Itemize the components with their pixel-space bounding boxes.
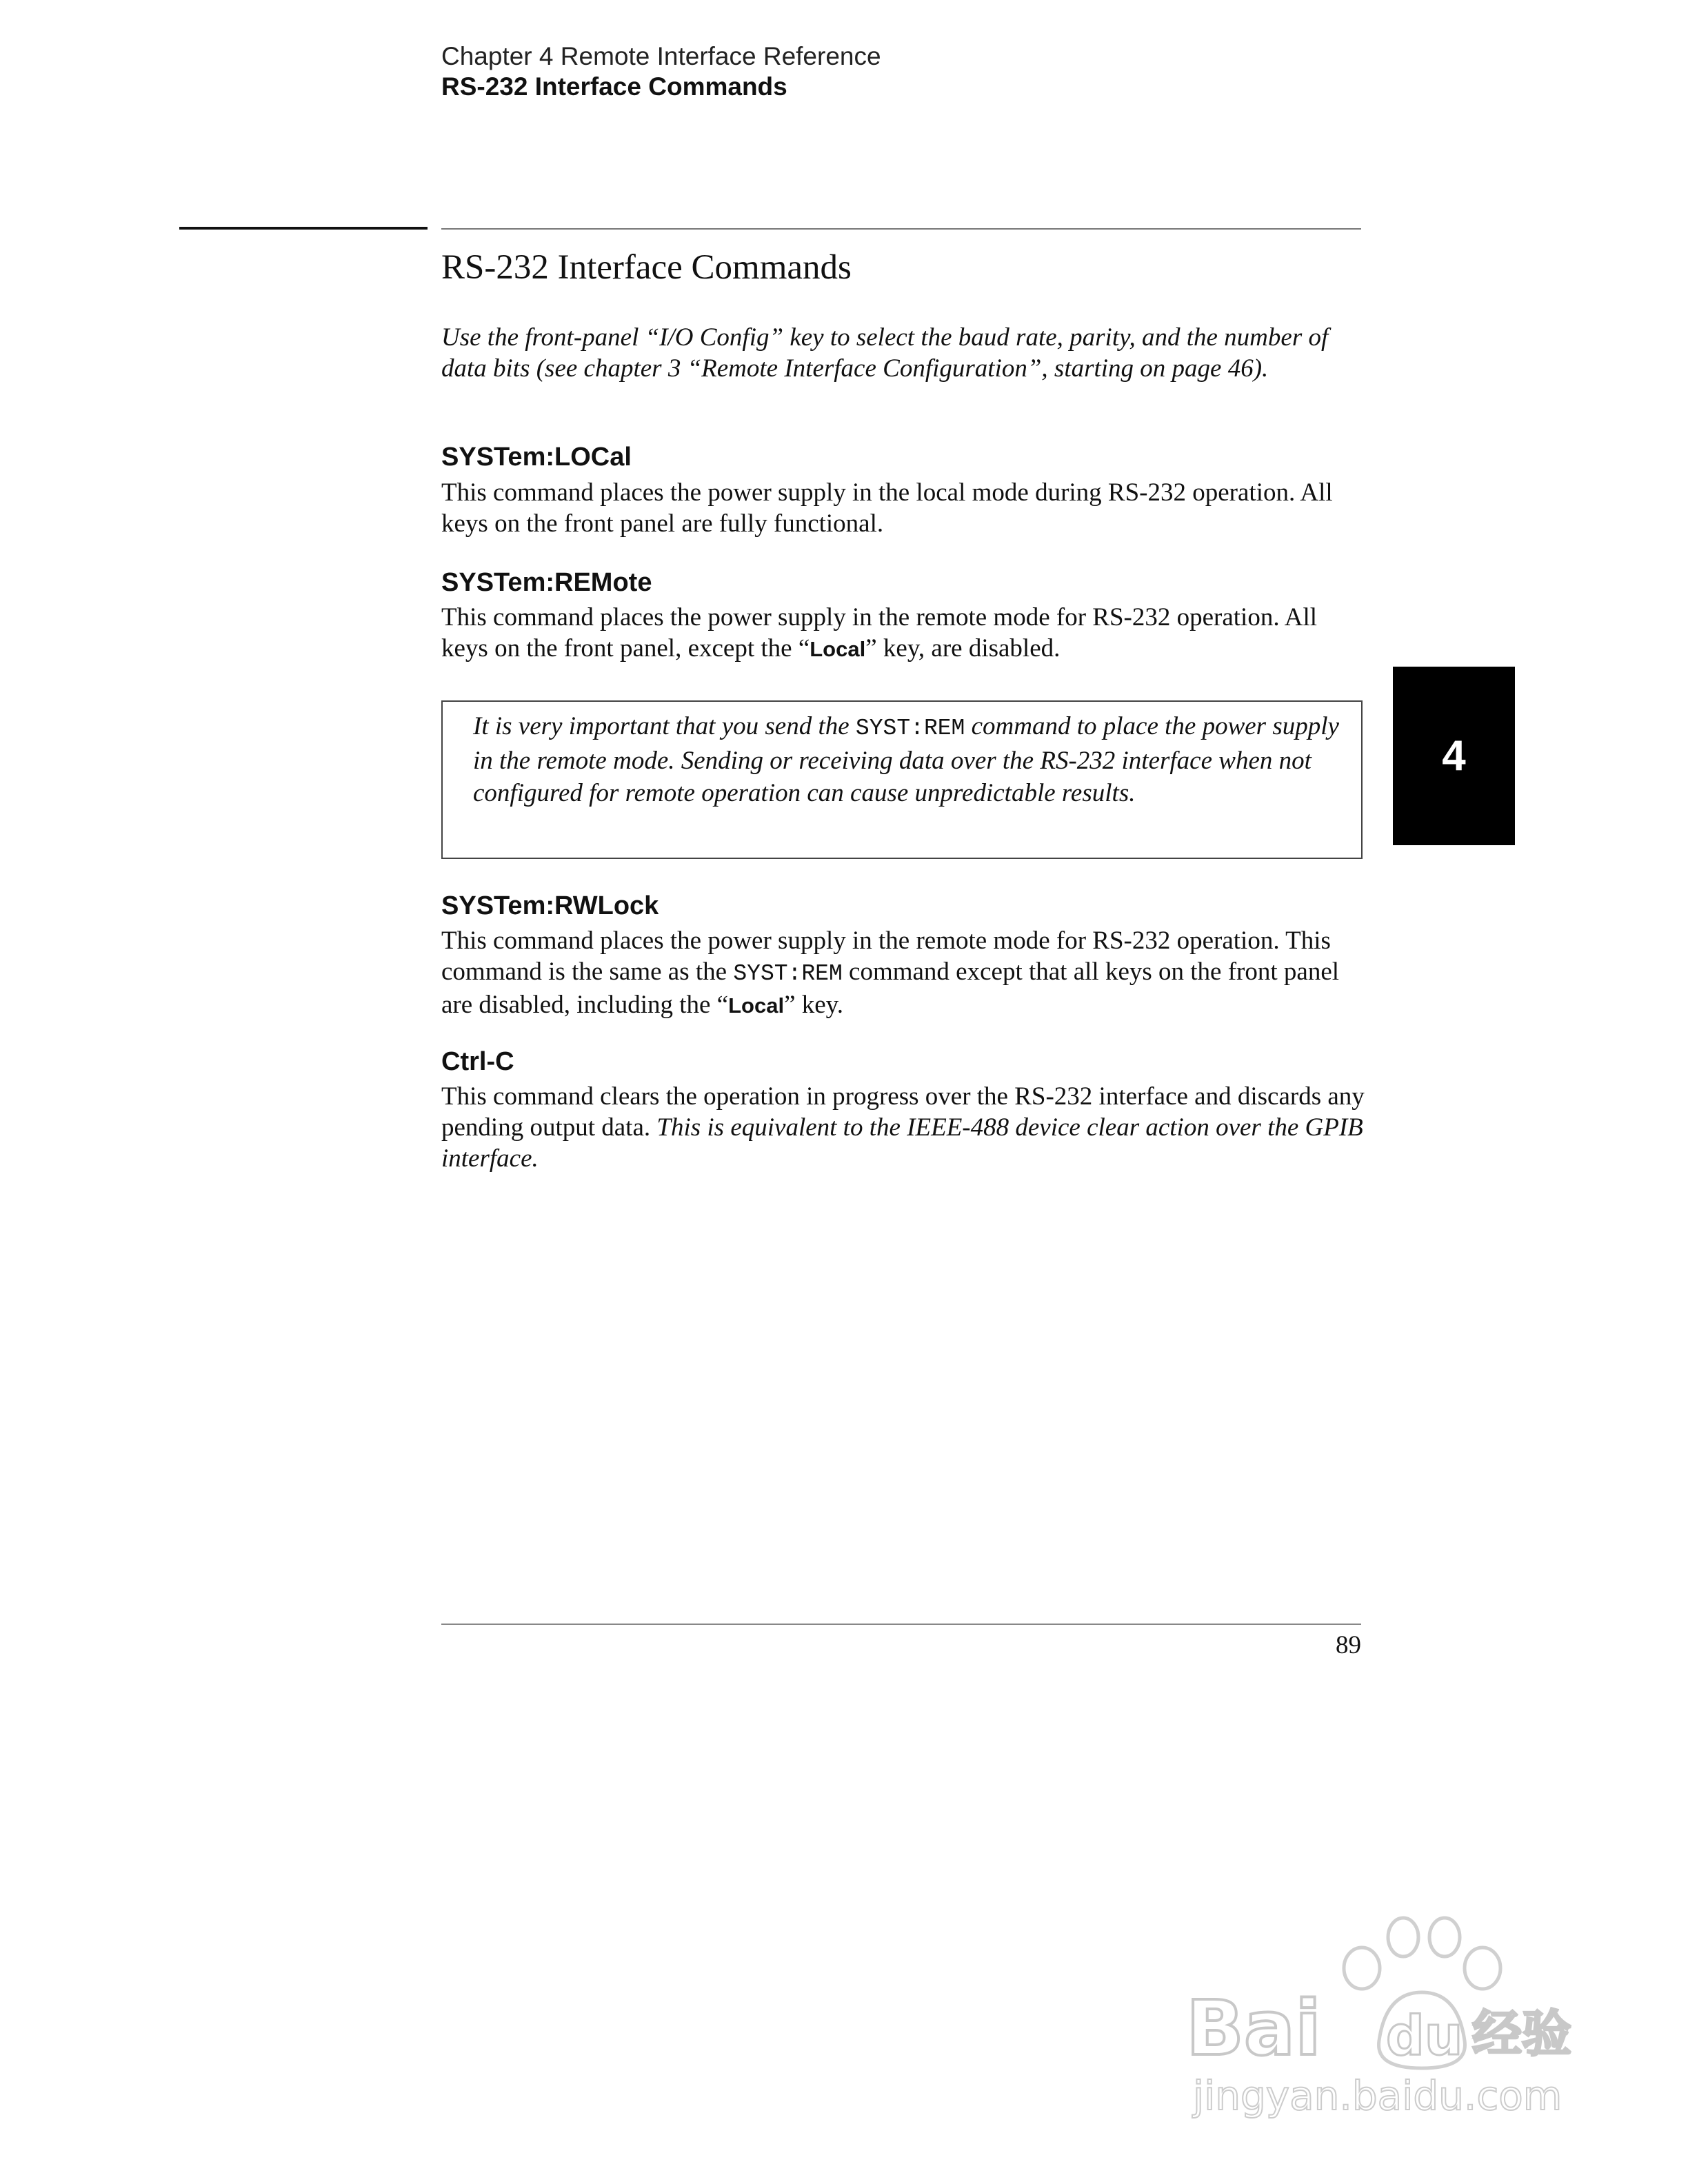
note-text xyxy=(473,710,1356,809)
svg-text:Bai: Bai xyxy=(1186,1984,1321,2072)
running-header-chapter: Chapter 4 Remote Interface Reference xyxy=(441,42,881,70)
page-number: 89 xyxy=(1336,1631,1361,1659)
svg-text:du: du xyxy=(1386,2005,1463,2067)
rwlock-desc-part2: command except that all keys on the front panel are disabled, including the “ xyxy=(441,958,1340,1019)
local-key-name: Local xyxy=(810,637,866,661)
command-description-local: This command places the power supply in the local mode during RS-232 operation. All keys on the front panel are fully functional. xyxy=(441,478,1333,538)
command-heading-local: SYSTem:LOCal xyxy=(441,443,632,472)
footer-rule xyxy=(441,1624,1361,1625)
section-title: RS-232 Interface Commands xyxy=(441,248,852,287)
note-code: SYST:REM xyxy=(855,716,965,741)
ctrlc-desc-italic: This is equivalent to the IEEE-488 device clear action over the GPIB interface. xyxy=(441,1113,1363,1173)
baidu-watermark-logo xyxy=(1179,1903,1579,2123)
svg-text:jingyan.baidu.com: jingyan.baidu.com xyxy=(1193,2072,1563,2119)
intro-paragraph: Use the front-panel “I/O Config” key to select the baud rate, parity, and the number of data bits (see chapter 3 “Remote Interface Configuration”, starting on page 46). xyxy=(441,323,1329,383)
running-header-section: RS-232 Interface Commands xyxy=(441,72,787,101)
command-description-remote xyxy=(441,602,1365,665)
note-after: command to place the power supply in the remote mode. Sending or receiving data over the RS-232 interface when not configured for remote operation can cause unpredictable results. xyxy=(473,712,1339,807)
rwlock-local-key-name: Local xyxy=(728,993,785,1018)
command-heading-rwlock: SYSTem:RWLock xyxy=(441,891,659,920)
command-heading-ctrlc: Ctrl-C xyxy=(441,1047,514,1076)
note-before: It is very important that you send the xyxy=(473,712,856,740)
remote-desc-before: This command places the power supply in the remote mode for RS-232 operation. All keys on the front panel, except the “ xyxy=(441,603,1318,663)
svg-text:经验: 经验 xyxy=(1472,2005,1572,2063)
chapter-tab: 4 xyxy=(1393,667,1515,845)
header-rule-thin xyxy=(441,228,1361,230)
rwlock-code: SYST:REM xyxy=(733,961,843,987)
rwlock-desc-part3: ” key. xyxy=(784,991,844,1019)
command-description-rwlock xyxy=(441,925,1365,1021)
rwlock-desc-part1: This command places the power supply in the remote mode for RS-232 operation. This command is the same as the xyxy=(441,927,1331,986)
command-heading-remote: SYSTem:REMote xyxy=(441,568,652,597)
remote-desc-after: ” key, are disabled. xyxy=(865,634,1061,663)
header-rule-thick xyxy=(179,227,428,230)
ctrlc-desc-plain: This command clears the operation in progress over the RS-232 interface and discards any pending output data. xyxy=(441,1082,1365,1142)
command-description-ctrlc xyxy=(441,1081,1365,1174)
